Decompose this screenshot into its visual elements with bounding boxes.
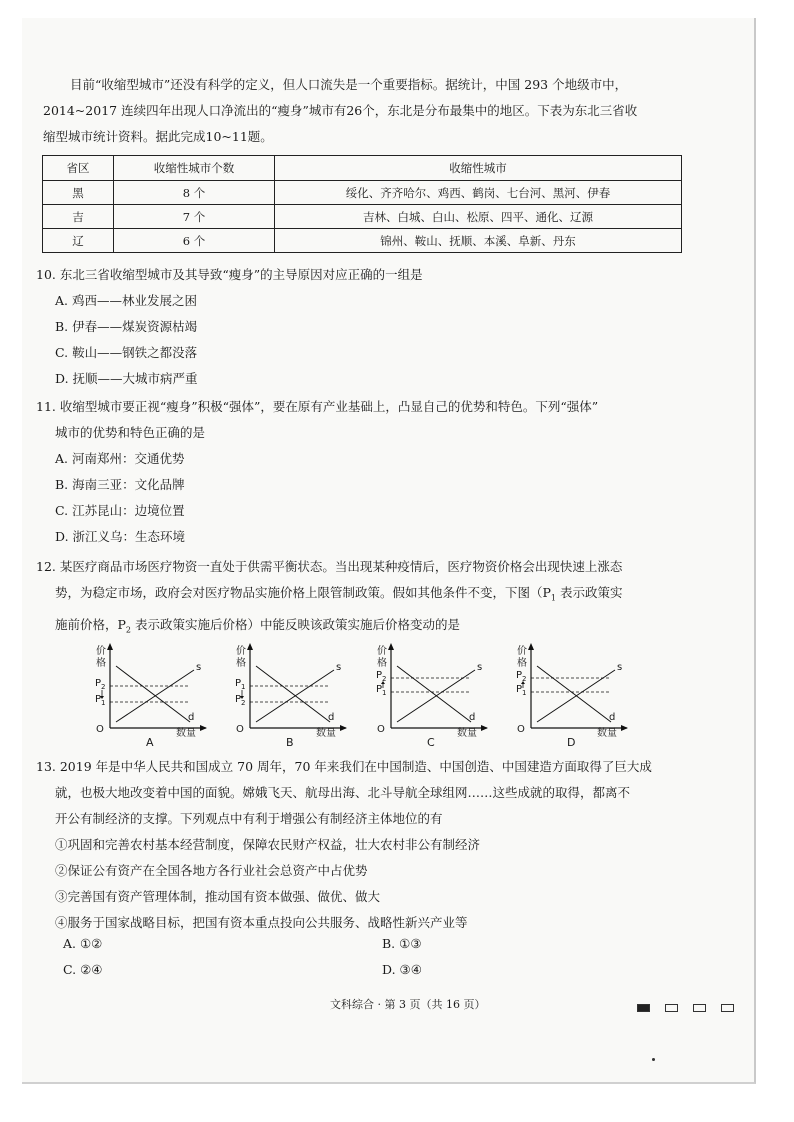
subscript: 1 bbox=[550, 593, 557, 603]
chart-letter: A bbox=[146, 736, 154, 749]
y-axis-label: 价 bbox=[96, 646, 106, 657]
stem-text: 表示政策实 bbox=[556, 585, 623, 600]
question-stem-cont: 城市的优势和特色正确的是 bbox=[55, 425, 206, 440]
stem-text: 施前价格，P bbox=[55, 616, 126, 632]
table-header-cell: 收缩性城市个数 bbox=[114, 156, 275, 181]
y-axis-label: 格 bbox=[517, 658, 527, 669]
demand-curve bbox=[116, 666, 190, 722]
statement-1: ①巩固和完善农村基本经营制度，保障农民财产权益，壮大农村非公有制经济 bbox=[55, 837, 481, 852]
table-cell: 辽 bbox=[43, 229, 114, 253]
table-cell: 锦州、鞍山、抚顺、本溪、阜新、丹东 bbox=[275, 229, 682, 253]
origin-label: O bbox=[236, 724, 244, 735]
table-row bbox=[43, 181, 682, 205]
table-cell: 吉林、白城、白山、松原、四平、通化、辽源 bbox=[275, 205, 682, 229]
question-stem: 10. 东北三省收缩型城市及其导致“瘦身”的主导原因对应正确的一组是 bbox=[36, 267, 423, 282]
price-chart-b bbox=[230, 640, 350, 750]
demand-curve bbox=[397, 666, 471, 722]
option-c: C. 鞍山——钢铁之都没落 bbox=[55, 345, 198, 360]
x-axis-label: 数量 bbox=[457, 728, 477, 739]
intro-line-2: 2014~2017 连续四年出现人口净流出的“瘦身”城市有26个，东北是分布最集中的地区。下表为东北三省收 bbox=[43, 103, 638, 118]
question-stem: 12. 某医疗商品市场医疗物资一直处于供需平衡状态。当出现某种疫情后，医疗物资价格会出现快速上涨态 bbox=[36, 559, 623, 574]
supply-label: s bbox=[336, 662, 342, 673]
table-cell: 7 个 bbox=[114, 205, 275, 229]
question-stem-cont: 开公有制经济的支撑。下列观点中有利于增强公有制经济主体地位的有 bbox=[55, 811, 443, 826]
lower-price-label: $P_1$ bbox=[516, 684, 527, 697]
x-axis-label: 数量 bbox=[176, 728, 196, 739]
table-header-row bbox=[43, 156, 682, 181]
y-axis-arrow bbox=[528, 643, 534, 650]
table-cell: 8 个 bbox=[114, 181, 275, 205]
price-chart-a bbox=[90, 640, 210, 750]
demand-curve bbox=[256, 666, 330, 722]
supply-label: s bbox=[196, 662, 202, 673]
y-axis-arrow bbox=[247, 643, 253, 650]
y-axis-label: 格 bbox=[377, 658, 387, 669]
question-stem-cont bbox=[36, 580, 623, 612]
demand-label: d bbox=[328, 712, 335, 723]
supply-demand-charts bbox=[90, 640, 730, 750]
y-axis-label: 价 bbox=[236, 646, 246, 657]
progress-box bbox=[637, 1004, 650, 1012]
table-cell: 黑 bbox=[43, 181, 114, 205]
option-d: D. ③④ bbox=[382, 962, 422, 977]
intro-paragraph bbox=[43, 72, 696, 150]
origin-label: O bbox=[517, 724, 525, 735]
option-c: C. 江苏昆山：边境位置 bbox=[55, 503, 185, 518]
question-stem: 11. 收缩型城市要正视“瘦身”积极“强体”，要在原有产业基础上，凸显自己的优势和特色。下列“强体” bbox=[36, 399, 599, 414]
option-a: A. ①② bbox=[63, 936, 103, 951]
table-cell: 吉 bbox=[43, 205, 114, 229]
x-axis-arrow bbox=[200, 725, 207, 731]
demand-label: d bbox=[469, 712, 476, 723]
x-axis-arrow bbox=[481, 725, 488, 731]
x-axis-arrow bbox=[621, 725, 628, 731]
table-row bbox=[43, 229, 682, 253]
option-b: B. ①③ bbox=[382, 936, 422, 951]
question-stem-cont: 就，也极大地改变着中国的面貌。嫦娥飞天、航母出海、北斗导航全球组网……这些成就的取得，都离不 bbox=[55, 785, 631, 800]
lower-price-label: $P_1$ bbox=[376, 684, 387, 697]
page-footer: 文科综合 · 第 3 页（共 16 页） bbox=[330, 998, 486, 1011]
stem-text: 势，为稳定市场，政府会对医疗物品实施价格上限管制政策。假如其他条件不变，下图（P bbox=[55, 585, 551, 600]
stem-text: 表示政策实施后价格）中能反映该政策实施后价格变动的是 bbox=[131, 616, 460, 632]
supply-label: s bbox=[617, 662, 623, 673]
chart-letter: B bbox=[286, 736, 294, 749]
price-chart-d bbox=[511, 640, 631, 750]
demand-label: d bbox=[188, 712, 195, 723]
option-c: C. ②④ bbox=[63, 962, 103, 977]
x-axis-label: 数量 bbox=[597, 728, 617, 739]
x-axis-label: 数量 bbox=[316, 728, 336, 739]
statement-3: ③完善国有资产管理体制，推动国有资本做强、做优、做大 bbox=[55, 889, 381, 904]
question-13 bbox=[36, 754, 652, 936]
chart-letter: D bbox=[567, 736, 576, 749]
y-axis-label: 价 bbox=[517, 646, 527, 657]
statement-2: ②保证公有资产在全国各地方各行业社会总资产中占优势 bbox=[55, 863, 368, 878]
upper-price-label: $P_2$ bbox=[376, 670, 387, 683]
question-12 bbox=[36, 554, 623, 643]
y-axis-label: 格 bbox=[96, 658, 106, 669]
intro-line-3: 缩型城市统计资料。据此完成10~11题。 bbox=[43, 129, 273, 144]
chart-letter: C bbox=[427, 736, 435, 749]
progress-box bbox=[665, 1004, 678, 1012]
x-axis-arrow bbox=[340, 725, 347, 731]
table-row bbox=[43, 205, 682, 229]
question-10 bbox=[36, 262, 423, 392]
y-axis-arrow bbox=[107, 643, 113, 650]
lower-price-label: $P_1$ bbox=[95, 694, 106, 707]
y-axis-arrow bbox=[388, 643, 394, 650]
demand-curve bbox=[537, 666, 611, 722]
subscript: 2 bbox=[125, 625, 132, 634]
question-stem: 13. 2019 年是中华人民共和国成立 70 周年，70 年来我们在中国制造、中国创造、中国建造方面取得了巨大成 bbox=[36, 759, 652, 774]
progress-box bbox=[693, 1004, 706, 1012]
option-b: B. 伊春——煤炭资源枯竭 bbox=[55, 319, 198, 334]
demand-label: d bbox=[609, 712, 616, 723]
option-d: D. 抚顺——大城市病严重 bbox=[55, 371, 198, 386]
table-cell: 6 个 bbox=[114, 229, 275, 253]
y-axis-label: 价 bbox=[377, 646, 387, 657]
upper-price-label: $P_2$ bbox=[95, 678, 106, 691]
option-d: D. 浙江义乌：生态环境 bbox=[55, 529, 186, 544]
table-header-cell: 收缩性城市 bbox=[275, 156, 682, 181]
price-chart-c bbox=[371, 640, 491, 750]
supply-label: s bbox=[477, 662, 483, 673]
upper-price-label: $P_2$ bbox=[516, 670, 527, 683]
option-a: A. 河南郑州：交通优势 bbox=[55, 451, 185, 466]
option-a: A. 鸡西——林业发展之困 bbox=[55, 293, 197, 308]
lower-price-label: $P_2$ bbox=[235, 694, 246, 707]
table-cell: 绥化、齐齐哈尔、鸡西、鹤岗、七台河、黑河、伊春 bbox=[275, 181, 682, 205]
origin-label: O bbox=[96, 724, 104, 735]
table-header-cell: 省区 bbox=[43, 156, 114, 181]
statement-4: ④服务于国家战略目标，把国有资本重点投向公共服务、战略性新兴产业等 bbox=[55, 915, 468, 930]
scan-speck bbox=[652, 1058, 655, 1061]
question-stem-cont bbox=[36, 612, 623, 644]
option-b: B. 海南三亚：文化品牌 bbox=[55, 477, 185, 492]
page-progress-indicator bbox=[637, 997, 749, 1016]
origin-label: O bbox=[377, 724, 385, 735]
intro-line-1: 目前“收缩型城市”还没有科学的定义，但人口流失是一个重要指标。据统计，中国 293 个地级市中， bbox=[70, 77, 628, 92]
upper-price-label: $P_1$ bbox=[235, 678, 246, 691]
shrinking-cities-table bbox=[42, 155, 682, 253]
y-axis-label: 格 bbox=[236, 658, 246, 669]
question-11 bbox=[36, 394, 598, 550]
progress-box bbox=[721, 1004, 734, 1012]
